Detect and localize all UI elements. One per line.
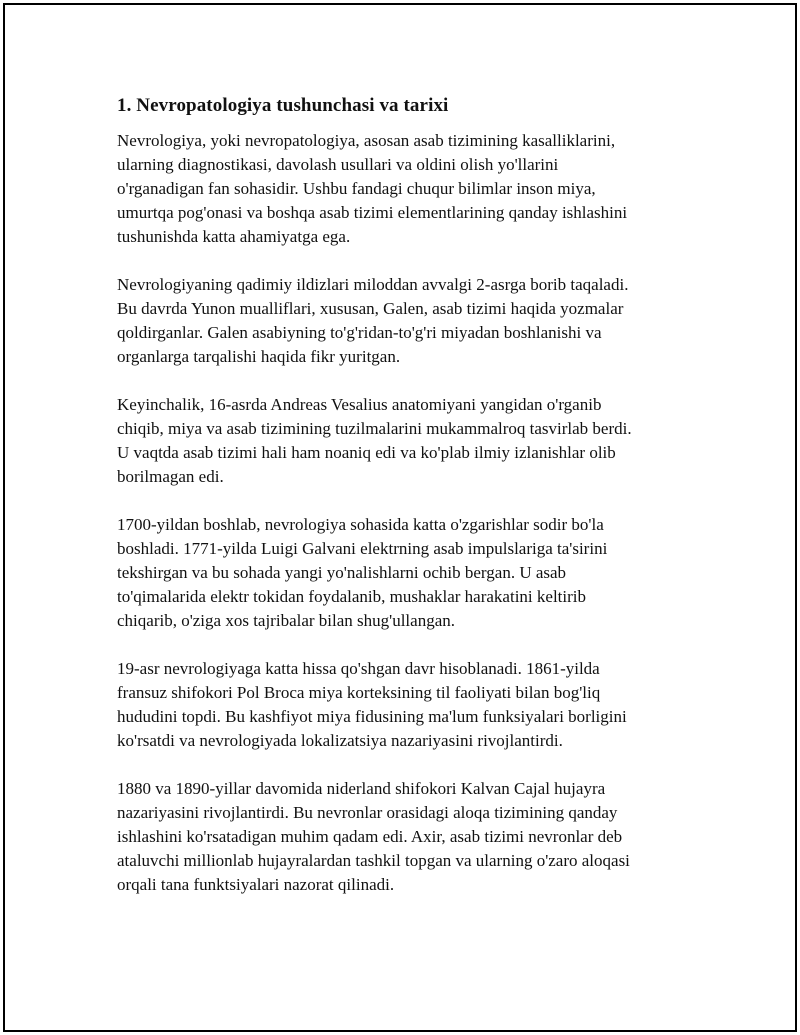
paragraph-line: orqali tana funktsiyalari nazorat qilinadi. <box>117 875 395 894</box>
paragraph-line: ataluvchi millionlab hujayralardan tashkil topgan va ularning o'zaro aloqasi <box>117 851 630 870</box>
paragraph-line: hududini topdi. Bu kashfiyot miya fidusining ma'lum funksiyalari borligini <box>117 707 627 726</box>
paragraph-line: to'qimalarida elektr tokidan foydalanib, mushaklar harakatini keltirib <box>117 587 586 606</box>
paragraph-vesalius <box>117 393 697 489</box>
paragraph-line: tekshirgan va bu sohada yangi yo'nalishlarni ochib bergan. U asab <box>117 563 567 582</box>
paragraph-line: o'rganadigan fan sohasidir. Ushbu fandagi chuqur bilimlar inson miya, <box>117 179 596 198</box>
paragraph-line: organlarga tarqalishi haqida fikr yuritgan. <box>117 347 401 366</box>
paragraph-cajal <box>117 777 697 897</box>
paragraph-line: ko'rsatdi va nevrologiyada lokalizatsiya nazariyasini rivojlantirdi. <box>117 731 563 750</box>
paragraph-broca <box>117 657 697 753</box>
paragraph-line: Keyinchalik, 16-asrda Andreas Vesalius anatomiyani yangidan o'rganib <box>117 395 602 414</box>
paragraph-galvani <box>117 513 697 633</box>
paragraph-line: nazariyasini rivojlantirdi. Bu nevronlar orasidagi aloqa tizimining qanday <box>117 803 618 822</box>
paragraph-line: ishlashini ko'rsatadigan muhim qadam edi. Axir, asab tizimi nevronlar deb <box>117 827 623 846</box>
paragraph-ancient-history <box>117 273 697 369</box>
paragraph-line: ularning diagnostikasi, davolash usullari va oldini olish yo'llarini <box>117 155 559 174</box>
paragraph-line: fransuz shifokori Pol Broca miya korteksining til faoliyati bilan bog'liq <box>117 683 601 702</box>
paragraph-line: umurtqa pog'onasi va boshqa asab tizimi elementlarining qanday ishlashini <box>117 203 628 222</box>
paragraph-line: borilmagan edi. <box>117 467 224 486</box>
paragraph-definition <box>117 129 697 249</box>
paragraph-line: Nevrologiya, yoki nevropatologiya, asosan asab tizimining kasalliklarini, <box>117 131 616 150</box>
paragraph-line: 1700-yildan boshlab, nevrologiya sohasida katta o'zgarishlar sodir bo'la <box>117 515 604 534</box>
paragraph-line: chiqarib, o'ziga xos tajribalar bilan shug'ullangan. <box>117 611 455 630</box>
document-content <box>117 94 697 921</box>
paragraph-line: 19-asr nevrologiyaga katta hissa qo'shgan davr hisoblanadi. 1861-yilda <box>117 659 600 678</box>
paragraph-line: Bu davrda Yunon mualliflari, xususan, Galen, asab tizimi haqida yozmalar <box>117 299 624 318</box>
paragraph-line: tushunishda katta ahamiyatga ega. <box>117 227 351 246</box>
paragraph-line: Nevrologiyaning qadimiy ildizlari miloddan avvalgi 2-asrga borib taqaladi. <box>117 275 629 294</box>
paragraph-line: chiqib, miya va asab tizimining tuzilmalarini mukammalroq tasvirlab berdi. <box>117 419 632 438</box>
paragraph-line: 1880 va 1890-yillar davomida niderland shifokori Kalvan Cajal hujayra <box>117 779 606 798</box>
paragraph-line: boshladi. 1771-yilda Luigi Galvani elektrning asab impulslariga ta'sirini <box>117 539 608 558</box>
paragraph-line: U vaqtda asab tizimi hali ham noaniq edi va ko'plab ilmiy izlanishlar olib <box>117 443 616 462</box>
section-heading: 1. Nevropatologiya tushunchasi va tarixi <box>117 95 449 116</box>
paragraph-line: qoldirganlar. Galen asabiyning to'g'ridan-to'g'ri miyadan boshlanishi va <box>117 323 602 342</box>
